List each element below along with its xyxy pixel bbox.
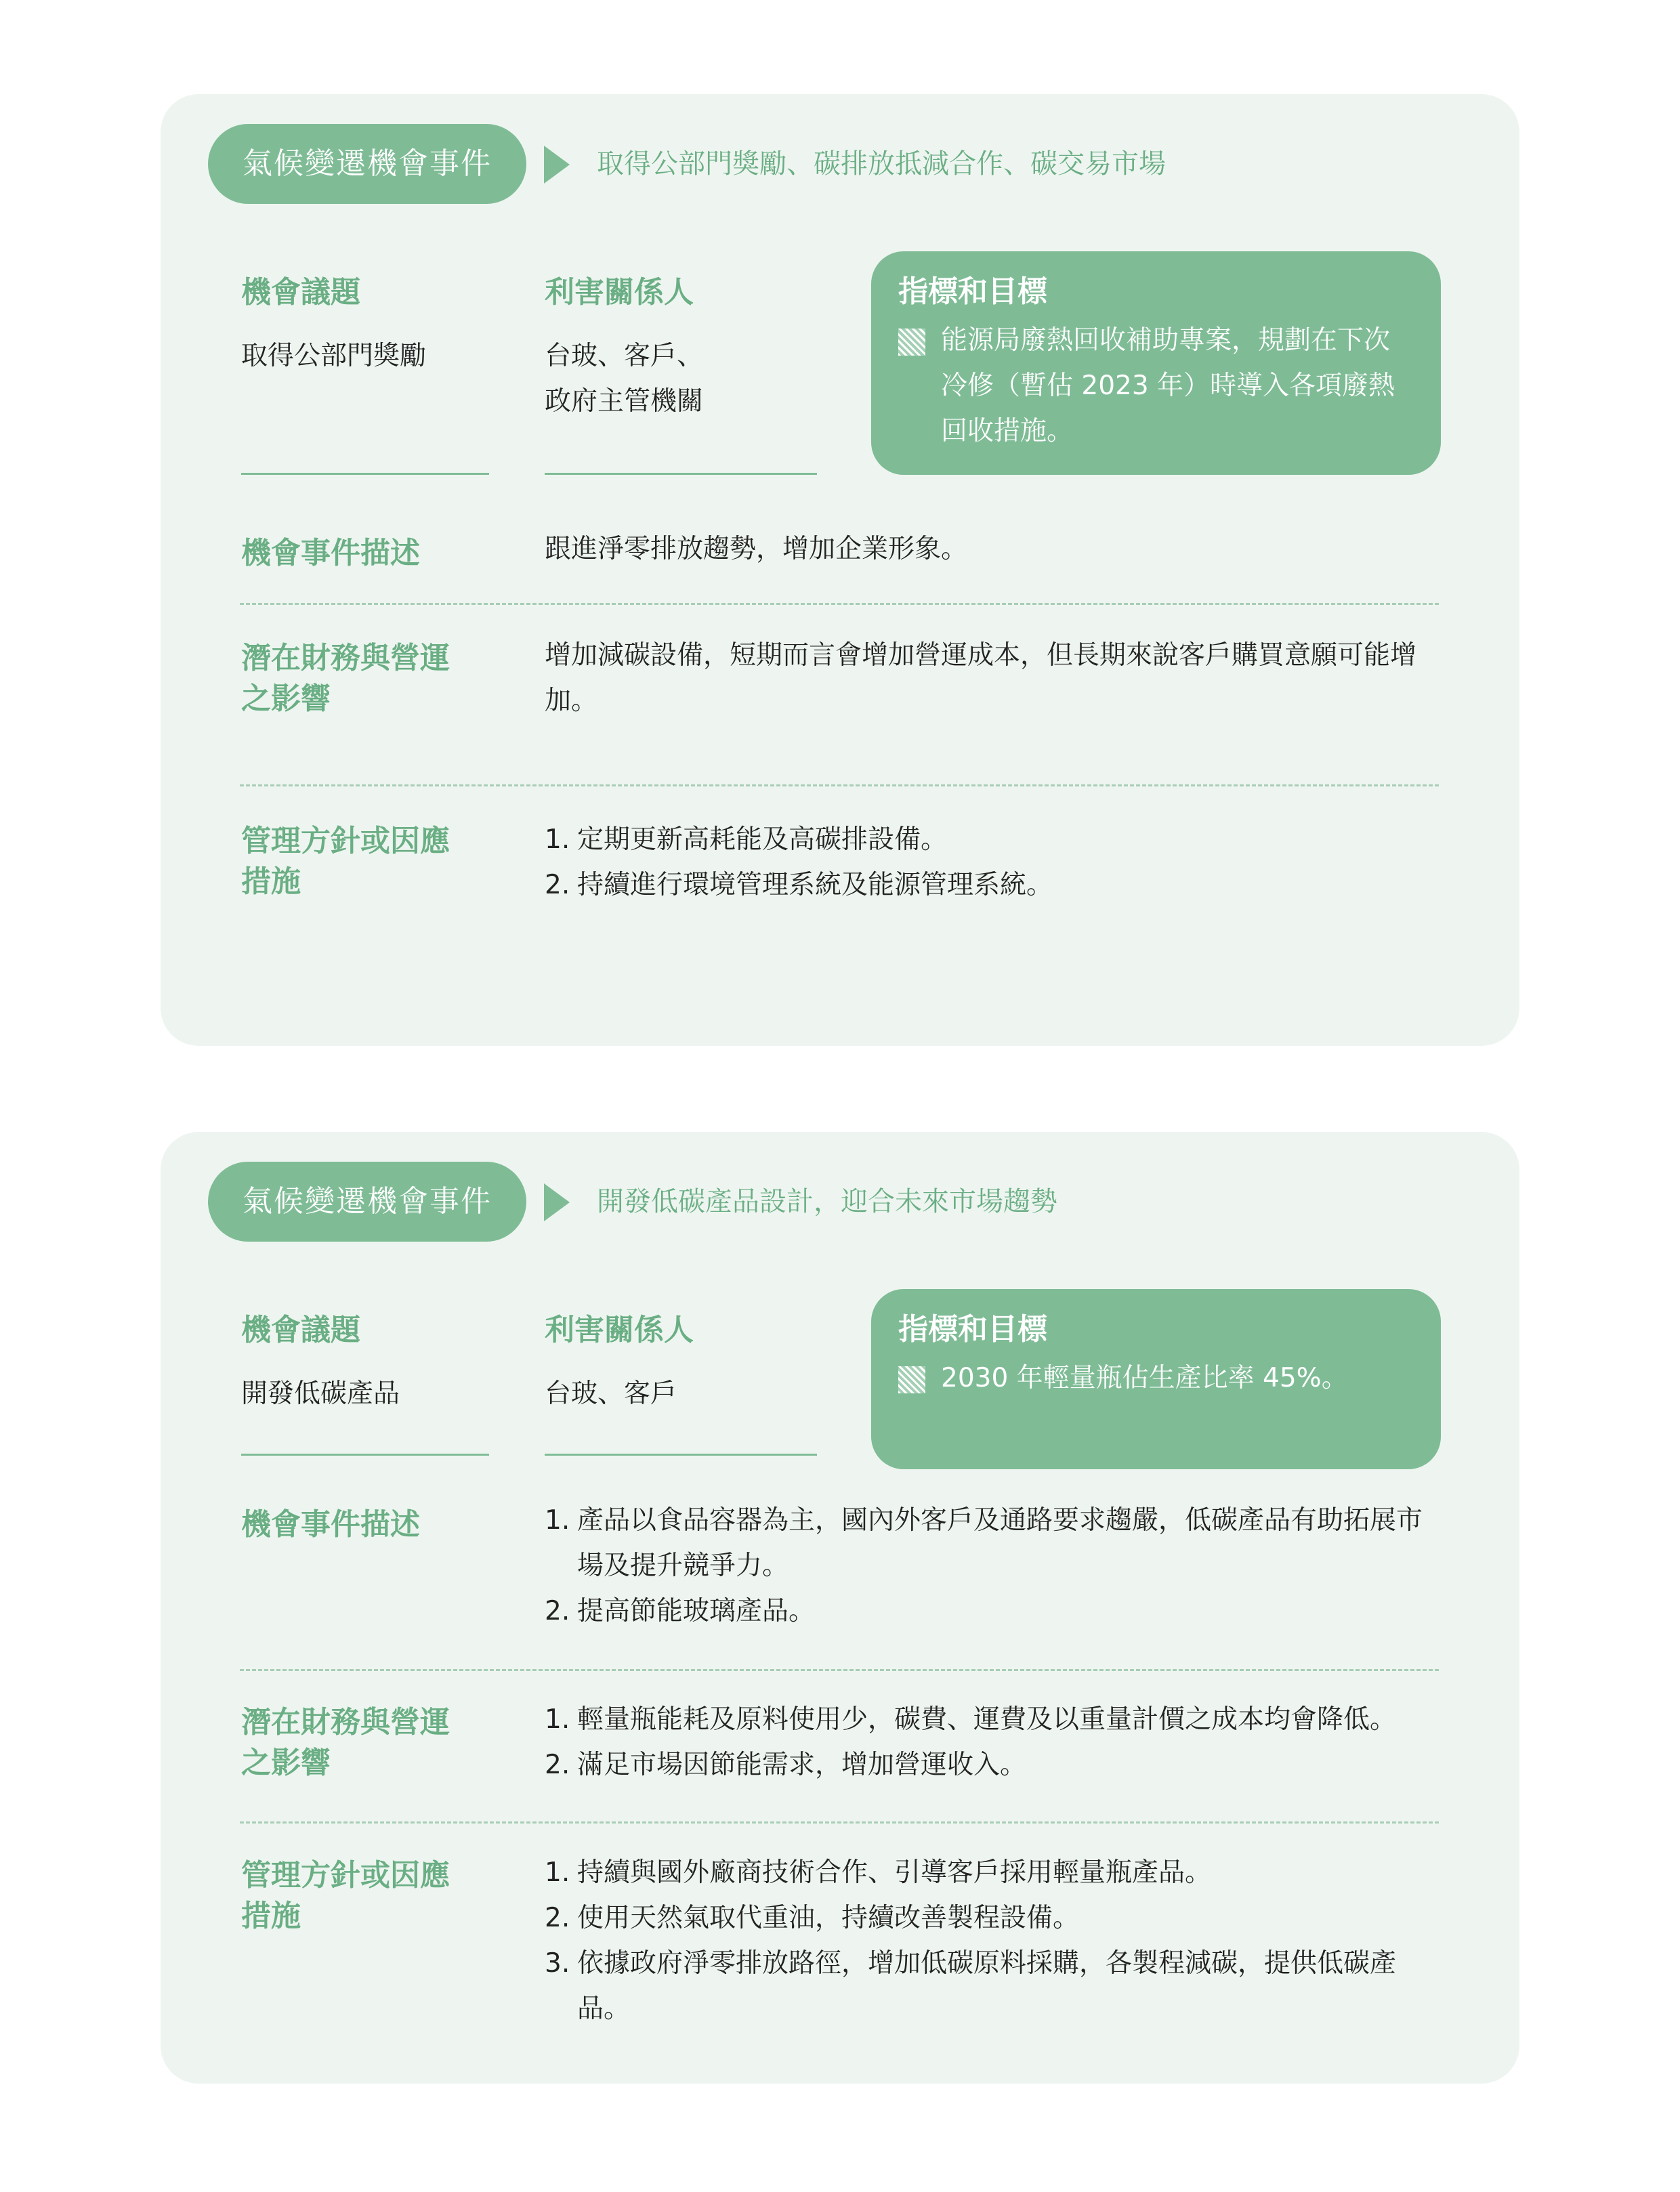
stakeholder-value xyxy=(545,333,703,424)
list-item: 3. 依據政府淨零排放路徑，增加低碳原料採購，各製程減碳，提供低碳產品。 xyxy=(545,1948,1397,2024)
dashed-divider xyxy=(240,784,1439,786)
issue-underline xyxy=(241,473,489,475)
management-label-line: 措施 xyxy=(241,1899,301,1933)
impact-label-line: 潛在財務與營運 xyxy=(241,641,450,675)
impact-text: 增加減碳設備，短期而言會增加營運成本，但長期來說客戶購買意願可能增加。 xyxy=(545,640,1417,716)
list-item: 1. 產品以食品容器為主，國內外客戶及通路要求趨嚴，低碳產品有助拓展市場及提升競爭力。 xyxy=(545,1505,1423,1581)
category-pill: 氣候變遷機會事件 xyxy=(208,124,526,204)
target-label: 指標和目標 xyxy=(898,1312,1047,1347)
stakeholder-label: 利害關係人 xyxy=(545,1313,694,1347)
target-text: 能源局廢熱回收補助專案，規劃在下次冷修（暫估 2023 年）時導入各項廢熱回收措施。 xyxy=(941,325,1395,446)
management-label-line: 管理方針或因應 xyxy=(241,1858,450,1893)
management-label xyxy=(241,821,450,902)
triangle-arrow-icon xyxy=(544,1183,570,1221)
issue-value: 取得公部門獎勵 xyxy=(241,341,427,371)
stakeholder-line: 政府主管機關 xyxy=(545,386,704,417)
target-label: 指標和目標 xyxy=(898,274,1047,309)
hatched-square-icon xyxy=(898,1366,925,1393)
description-list xyxy=(545,1498,1446,1634)
description-text: 跟進淨零排放趨勢，增加企業形象。 xyxy=(545,534,968,564)
management-label xyxy=(241,1855,450,1937)
dashed-divider xyxy=(240,1821,1439,1824)
issue-underline xyxy=(241,1454,489,1456)
description-label: 機會事件描述 xyxy=(241,1507,420,1542)
management-list xyxy=(545,1850,1446,2031)
list-item: 2. 滿足市場因節能需求，增加營運收入。 xyxy=(545,1750,1027,1780)
dashed-divider xyxy=(240,1669,1439,1671)
impact-label xyxy=(241,638,450,719)
category-pill: 氣候變遷機會事件 xyxy=(208,1162,526,1242)
impact-label-line: 之影響 xyxy=(241,681,331,716)
list-item: 1. 定期更新高耗能及高碳排設備。 xyxy=(545,824,948,855)
event-headline: 開發低碳產品設計，迎合未來市場趨勢 xyxy=(597,1186,1057,1217)
impact-list xyxy=(545,1697,1446,1788)
stakeholder-line: 台玻、客戶 xyxy=(545,1378,677,1409)
event-headline: 取得公部門獎勵、碳排放抵減合作、碳交易市場 xyxy=(597,148,1166,180)
list-item: 1. 持續與國外廠商技術合作、引導客戶採用輕量瓶產品。 xyxy=(545,1857,1212,1888)
impact-label xyxy=(241,1702,450,1784)
list-item: 2. 使用天然氣取代重油，持續改善製程設備。 xyxy=(545,1903,1080,1933)
opportunity-card xyxy=(161,1132,1519,2084)
hatched-square-icon xyxy=(898,329,925,356)
target-box xyxy=(871,1289,1441,1469)
description-label: 機會事件描述 xyxy=(241,536,420,570)
list-item: 2. 持續進行環境管理系統及能源管理系統。 xyxy=(545,870,1053,900)
impact-label-line: 之影響 xyxy=(241,1746,331,1780)
management-label-line: 管理方針或因應 xyxy=(241,824,450,858)
opportunity-card xyxy=(161,94,1519,1046)
stakeholder-line: 台玻、客戶、 xyxy=(545,341,704,371)
stakeholder-value xyxy=(545,1371,677,1416)
stakeholder-label: 利害關係人 xyxy=(545,275,694,310)
target-text: 2030 年輕量瓶佔生產比率 45%。 xyxy=(941,1363,1348,1393)
stakeholder-underline xyxy=(545,1454,817,1456)
impact-label-line: 潛在財務與營運 xyxy=(241,1705,450,1740)
list-item: 1. 輕量瓶能耗及原料使用少，碳費、運費及以重量計價之成本均會降低。 xyxy=(545,1704,1397,1735)
triangle-arrow-icon xyxy=(544,146,570,184)
dashed-divider xyxy=(240,603,1439,605)
management-label-line: 措施 xyxy=(241,864,301,899)
issue-label: 機會議題 xyxy=(241,1313,360,1347)
target-box xyxy=(871,251,1441,475)
issue-value: 開發低碳產品 xyxy=(241,1378,400,1409)
issue-label: 機會議題 xyxy=(241,275,360,310)
management-list xyxy=(545,817,1446,908)
list-item: 2. 提高節能玻璃產品。 xyxy=(545,1596,816,1626)
stakeholder-underline xyxy=(545,473,817,475)
